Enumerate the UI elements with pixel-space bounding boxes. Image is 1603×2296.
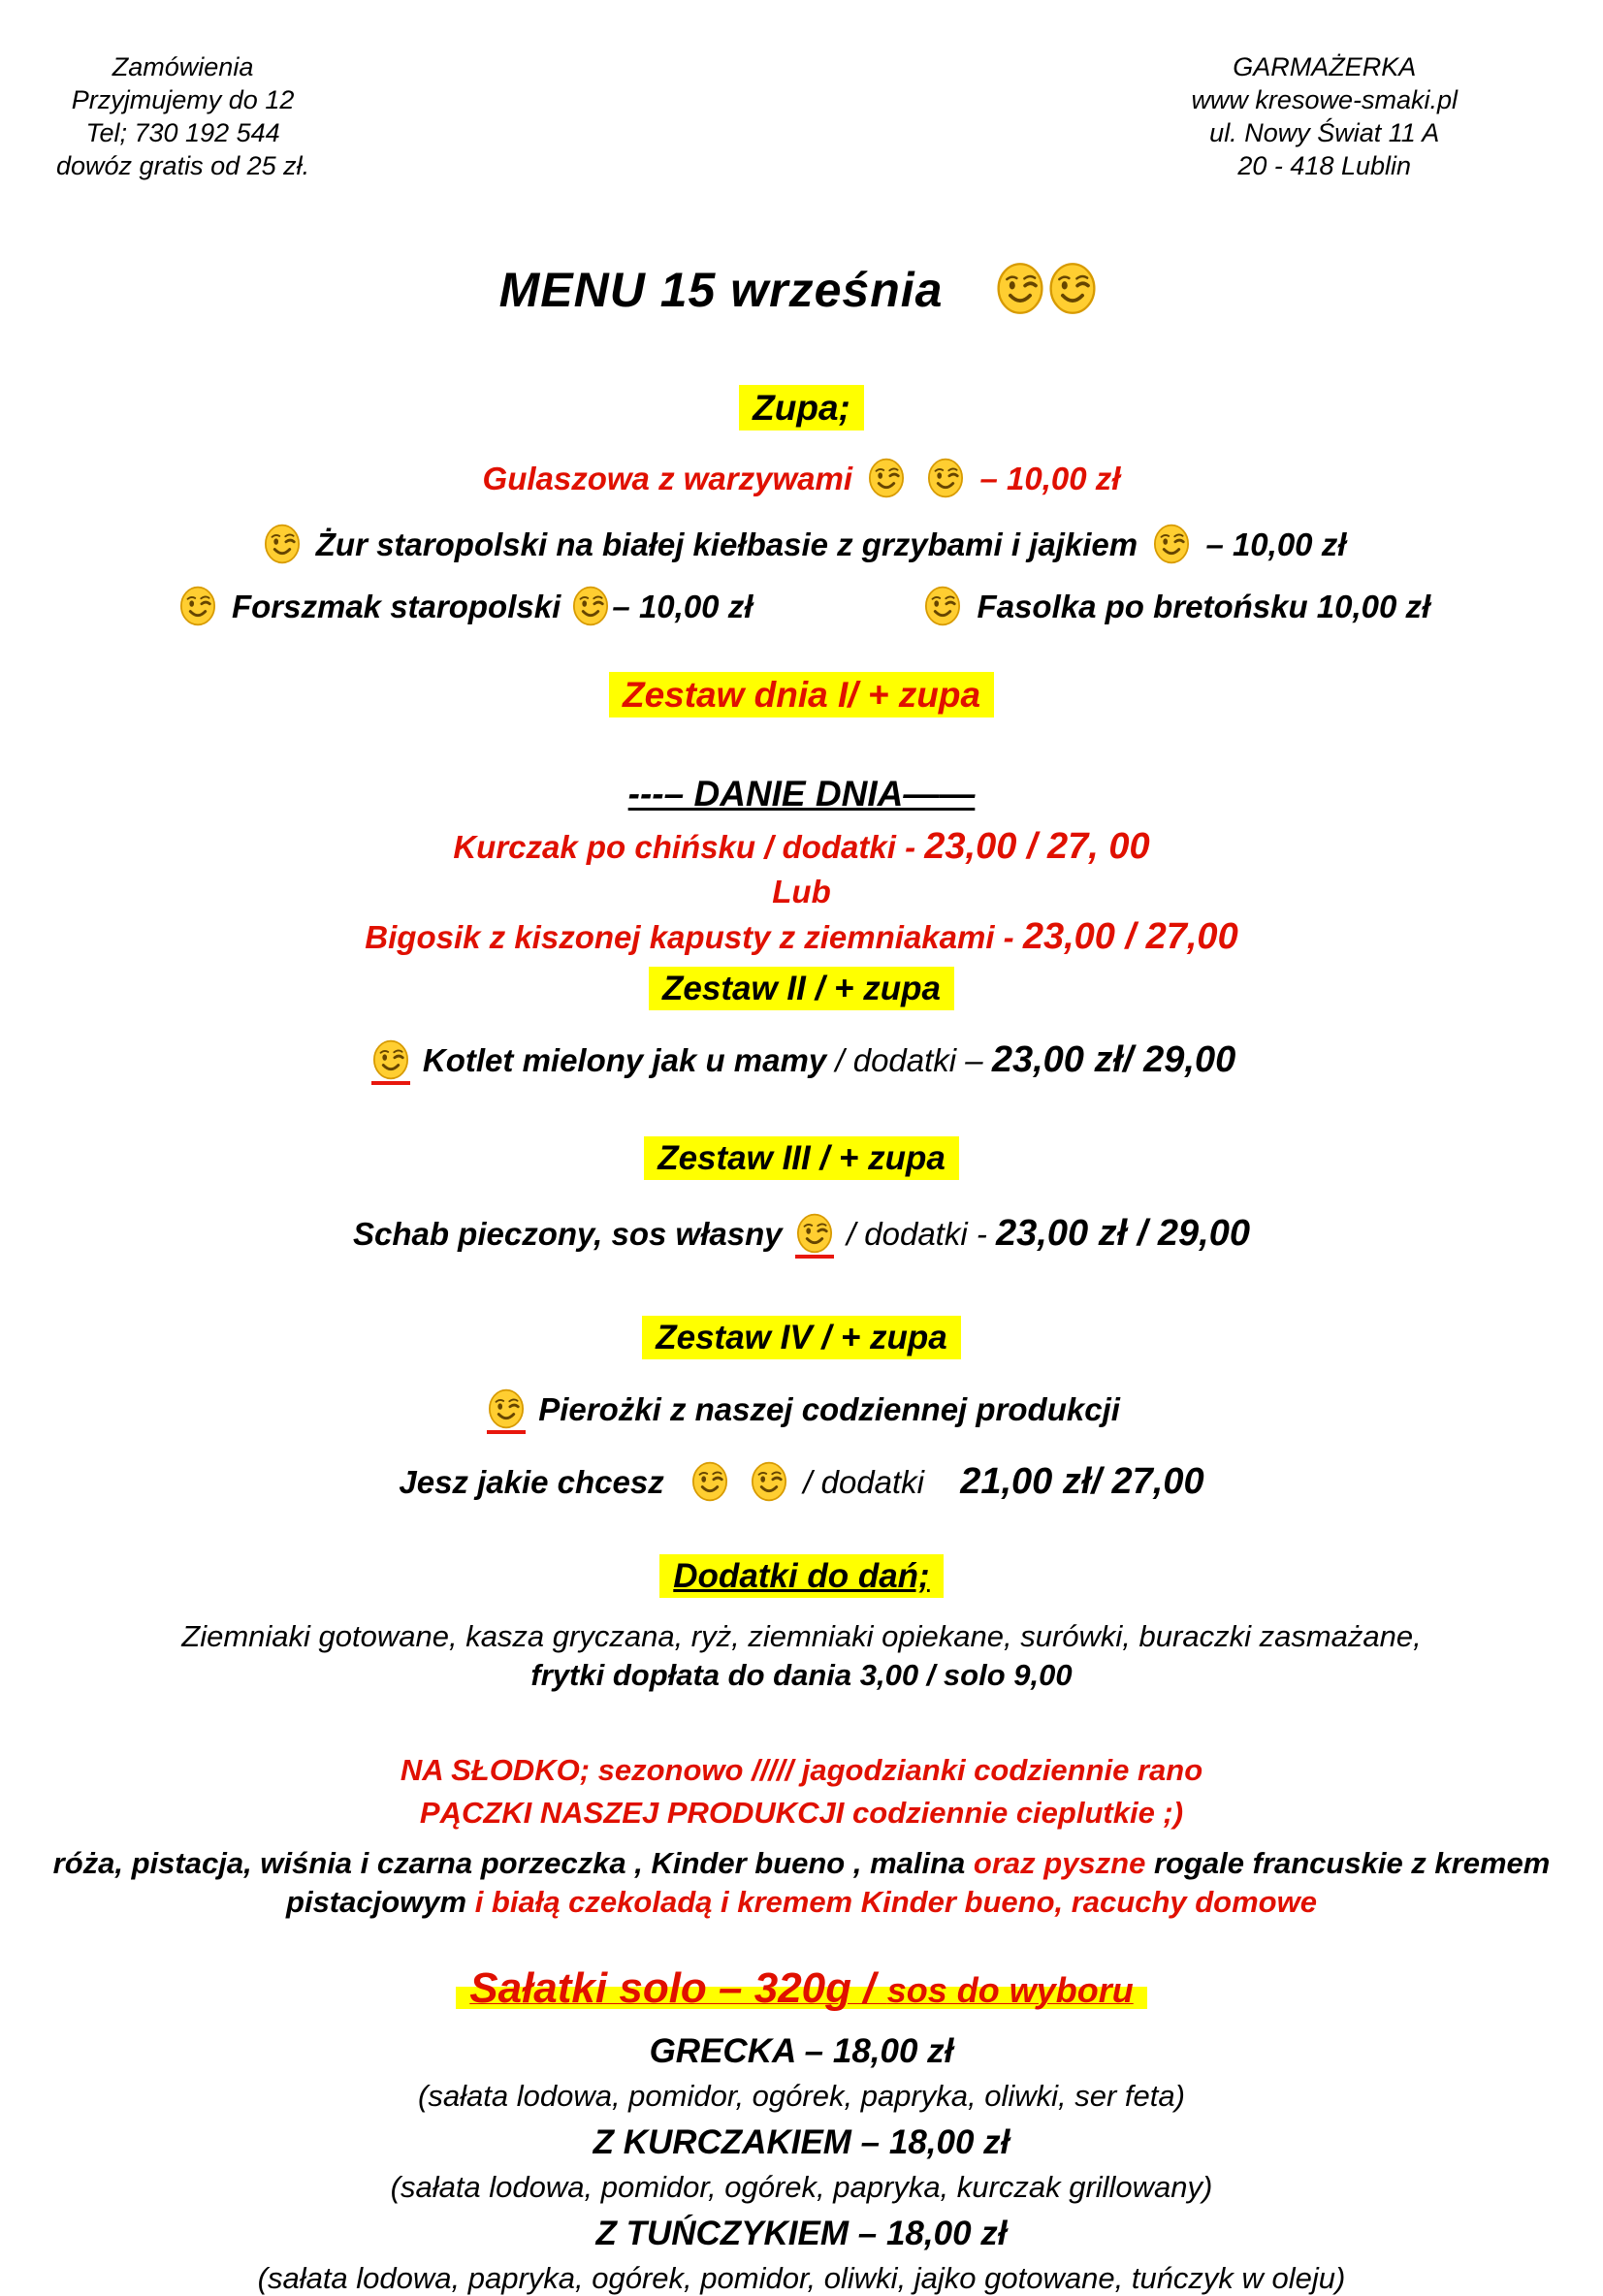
dish-jesz-middle: / dodatki	[803, 1464, 925, 1500]
sweets-flavors-red-1: oraz pyszne	[973, 1846, 1154, 1880]
winking-face-emoji	[923, 586, 962, 626]
orders-hours: Przyjmujemy do 12	[71, 85, 295, 114]
salad-tunczyk-name: Z TUŃCZYKIEM – 18,00 zł	[595, 2215, 1008, 2252]
winking-face-emoji-underlined	[795, 1213, 834, 1259]
company-name: GARMAŻERKA	[1233, 52, 1417, 81]
winking-face-emoji	[487, 1388, 526, 1429]
sweets-paragraph	[52, 1844, 1551, 1922]
title-emojis	[989, 263, 1104, 317]
winking-face-emoji	[263, 524, 302, 564]
dish-kotlet	[0, 1039, 1603, 1085]
winking-face-emoji-underlined	[371, 1039, 410, 1085]
soup-forszmak	[173, 586, 753, 626]
zestaw1-heading-row	[0, 675, 1603, 716]
dish-pierozki-name: Pierożki z naszej codziennej produkcji	[538, 1391, 1120, 1427]
salads-heading-row	[0, 1964, 1603, 2013]
dish-jesz-name: Jesz jakie chcesz	[399, 1464, 664, 1500]
dish-schab-middle: / dodatki -	[846, 1216, 997, 1252]
winking-face-emoji	[371, 1039, 410, 1080]
header-orders-info	[56, 50, 309, 182]
dodatki-heading: Dodatki do dań;	[659, 1554, 943, 1598]
sweets-croissants-black: rogale francuskie z kremem pistacjowym	[286, 1846, 1551, 1919]
salad-kurczak-name: Z KURCZAKIEM – 18,00 zł	[593, 2123, 1010, 2161]
salad-kurczak-desc: (sałata lodowa, pomidor, ogórek, papryka, kurczak grillowany)	[390, 2170, 1213, 2204]
dish-kurczak	[0, 826, 1603, 868]
orders-title: Zamówienia	[112, 52, 254, 81]
zestaw2-heading-row	[0, 970, 1603, 1008]
company-city: 20 - 418 Lublin	[1237, 151, 1412, 180]
menu-title: MENU 15 września	[498, 263, 944, 317]
dish-jesz-price: 21,00 zł/ 27,00	[960, 1461, 1204, 1502]
salad-grecka-desc: (sałata lodowa, pomidor, ogórek, papryka, oliwki, ser feta)	[418, 2079, 1185, 2113]
dodatki-line1: Ziemniaki gotowane, kasza gryczana, ryż, ziemniaki opiekane, surówki, buraczki zasmażane,	[181, 1619, 1422, 1653]
winking-face-emoji-underlined	[487, 1388, 526, 1434]
zestaw4-heading-row	[0, 1319, 1603, 1357]
dish-bigosik	[0, 916, 1603, 958]
winking-face-emoji	[1152, 524, 1191, 564]
company-website: www kresowe-smaki.pl	[1191, 85, 1458, 114]
dish-pierozki	[0, 1388, 1603, 1434]
dish-schab-name: Schab pieczony, sos własny	[352, 1216, 783, 1252]
soups-heading-row	[0, 388, 1603, 429]
zestaw3-heading: Zestaw III / + zupa	[644, 1136, 959, 1180]
salads-heading-main: Sałatki solo – 320g /	[469, 1964, 887, 2012]
dish-schab-price: 23,00 zł / 29,00	[996, 1213, 1250, 1254]
salads-heading	[456, 1964, 1146, 2012]
dish-jesz	[0, 1461, 1603, 1503]
dodatki-heading-row	[0, 1557, 1603, 1596]
winking-face-emoji	[690, 1461, 729, 1502]
header-company-info	[1191, 50, 1458, 182]
dish-kurczak-price: 23,00 / 27, 00	[924, 826, 1150, 867]
sweets-flavors-black: róża, pistacja, wiśnia i czarna porzeczka , Kinder bueno , malina	[52, 1846, 974, 1880]
dish-lub: Lub	[772, 874, 831, 909]
salad-tunczyk-desc: (sałata lodowa, papryka, ogórek, pomidor, oliwki, jajko gotowane, tuńczyk w oleju)	[257, 2261, 1346, 2295]
dish-kurczak-name: Kurczak po chińsku / dodatki -	[453, 829, 925, 865]
orders-delivery: dowóz gratis od 25 zł.	[56, 151, 310, 180]
soup-zur-name: Żur staropolski na białej kiełbasie z grzybami i jajkiem	[315, 526, 1138, 562]
salads-heading-sub: sos do wyboru	[886, 1970, 1134, 2010]
soup-zur	[0, 524, 1603, 564]
sweets-line1: NA SŁODKO; sezonowo ///// jagodzianki codziennie rano	[400, 1753, 1203, 1787]
soup-pair-row	[0, 586, 1603, 626]
dish-bigosik-name: Bigosik z kiszonej kapusty z ziemniakami -	[365, 919, 1023, 955]
sweets-flavors-red-2: i białą czekoladą i kremem Kinder bueno, racuchy domowe	[474, 1885, 1317, 1919]
zestaw4-heading: Zestaw IV / + zupa	[642, 1316, 961, 1359]
dish-kotlet-price: 23,00 zł/ 29,00	[991, 1039, 1236, 1080]
soup-zur-price: – 10,00 zł	[1205, 526, 1347, 562]
menu-title-row	[0, 262, 1603, 318]
dish-kotlet-middle: / dodatki –	[835, 1042, 992, 1078]
orders-phone: Tel; 730 192 544	[85, 118, 280, 147]
dish-schab	[0, 1213, 1603, 1259]
winking-face-emoji	[750, 1461, 788, 1502]
soup-forszmak-price: – 10,00 zł	[612, 589, 753, 624]
soups-heading: Zupa;	[739, 385, 864, 430]
dish-kotlet-name: Kotlet mielony jak u mamy	[422, 1042, 827, 1078]
company-street: ul. Nowy Świat 11 A	[1209, 118, 1440, 147]
winking-face-emoji	[795, 1213, 834, 1254]
page-header	[0, 0, 1603, 182]
soup-gulaszowa	[0, 458, 1603, 498]
winking-face-emoji	[926, 458, 965, 498]
winking-face-emoji	[1047, 262, 1098, 315]
winking-face-emoji	[995, 262, 1045, 315]
soup-gulaszowa-price: – 10,00 zł	[979, 461, 1121, 496]
sweets-line2: PĄCZKI NASZEJ PRODUKCJI codziennie cieplutkie ;)	[419, 1796, 1184, 1830]
soup-gulaszowa-name: Gulaszowa z warzywami	[482, 461, 852, 496]
zestaw3-heading-row	[0, 1139, 1603, 1178]
salad-grecka-name: GRECKA – 18,00 zł	[649, 2032, 954, 2070]
winking-face-emoji	[571, 586, 610, 626]
dish-bigosik-price: 23,00 / 27,00	[1022, 916, 1238, 957]
winking-face-emoji	[178, 586, 217, 626]
soup-fasolka	[917, 586, 1430, 626]
dodatki-line2: frytki dopłata do dania 3,00 / solo 9,00	[530, 1658, 1073, 1692]
zestaw2-heading: Zestaw II / + zupa	[649, 967, 954, 1010]
danie-dnia-heading: ---– DANIE DNIA——	[627, 774, 976, 813]
soup-forszmak-name: Forszmak staropolski	[231, 589, 561, 624]
winking-face-emoji	[867, 458, 906, 498]
soup-fasolka-name: Fasolka po bretońsku 10,00 zł	[977, 589, 1431, 624]
zestaw1-heading: Zestaw dnia I/ + zupa	[609, 672, 994, 718]
